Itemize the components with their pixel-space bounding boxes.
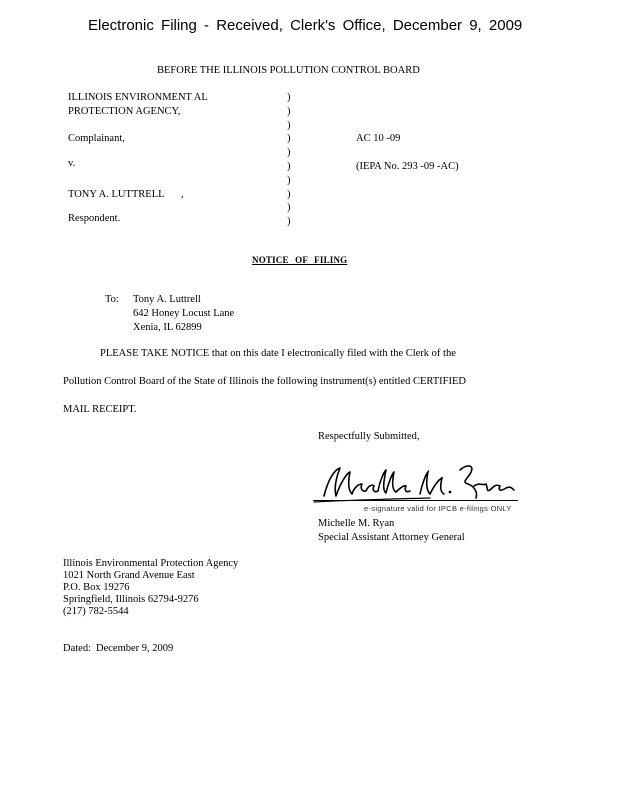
complainant-name-line1: ILLINOIS ENVIRONMENT AL [68, 92, 208, 103]
filing-banner: Electronic Filing - Received, Clerk's Office, December 9, 2009 [88, 17, 523, 34]
caption-paren-column [287, 91, 291, 229]
dated-date: December 9, 2009 [96, 643, 174, 654]
complainant-role: Complainant, [68, 133, 125, 145]
agency-po-box: P.O. Box 19276 [63, 582, 130, 593]
agency-phone: (217) 782-5544 [63, 606, 129, 617]
caption-paren: ) [287, 92, 291, 103]
signer-title: Special Assistant Attorney General [318, 532, 465, 543]
esignature-note: e-signature valid for IPCB e-filings ONLY [364, 504, 512, 513]
recipient-city: Xenia, IL 62899 [133, 322, 202, 333]
signature-line [313, 500, 518, 501]
caption-paren: ) [287, 160, 291, 172]
agency-name: Illinois Environmental Protection Agency [63, 558, 239, 569]
agency-street: 1021 North Grand Avenue East [63, 570, 195, 581]
closing: Respectfully Submitted, [318, 431, 420, 442]
dated-label: Dated: [63, 643, 91, 654]
caption-paren: ) [287, 202, 291, 214]
caption-paren: ) [287, 133, 291, 145]
case-number: AC 10 -09 [356, 133, 401, 145]
body-line-2: Pollution Control Board of the State of Illinois the following instrument(s) entitled CERTIFIED [63, 376, 466, 387]
respondent-role: Respondent. [68, 213, 121, 224]
caption-paren: ) [287, 147, 291, 159]
notice-title: NOTICE OF FILING [252, 255, 348, 265]
caption-paren: ) [287, 119, 291, 131]
agency-city: Springfield, Illinois 62794-9276 [63, 594, 199, 605]
respondent-name: TONY A. LUTTRELL [68, 189, 165, 200]
iepa-number: (IEPA No. 293 -09 -AC) [356, 161, 459, 172]
recipient-name: Tony A. Luttrell [133, 294, 201, 305]
to-label: To: [105, 294, 119, 305]
caption-paren: ) [287, 188, 291, 200]
signer-name: Michelle M. Ryan [318, 518, 395, 529]
recipient-street: 642 Honey Locust Lane [133, 308, 235, 319]
versus-label: v. [68, 158, 76, 169]
handwritten-signature [310, 458, 525, 504]
caption-paren: ) [287, 174, 291, 186]
complainant-name-line2: PROTECTION AGENCY, [68, 105, 181, 117]
body-line-1: PLEASE TAKE NOTICE that on this date I electronically filed with the Clerk of the [100, 348, 456, 359]
caption-paren: ) [287, 105, 291, 117]
caption-paren: ) [287, 216, 291, 228]
body-line-3: MAIL RECEIPT. [63, 404, 137, 415]
respondent-comma: , [181, 189, 184, 200]
board-heading: BEFORE THE ILLINOIS POLLUTION CONTROL BOARD [157, 65, 420, 76]
